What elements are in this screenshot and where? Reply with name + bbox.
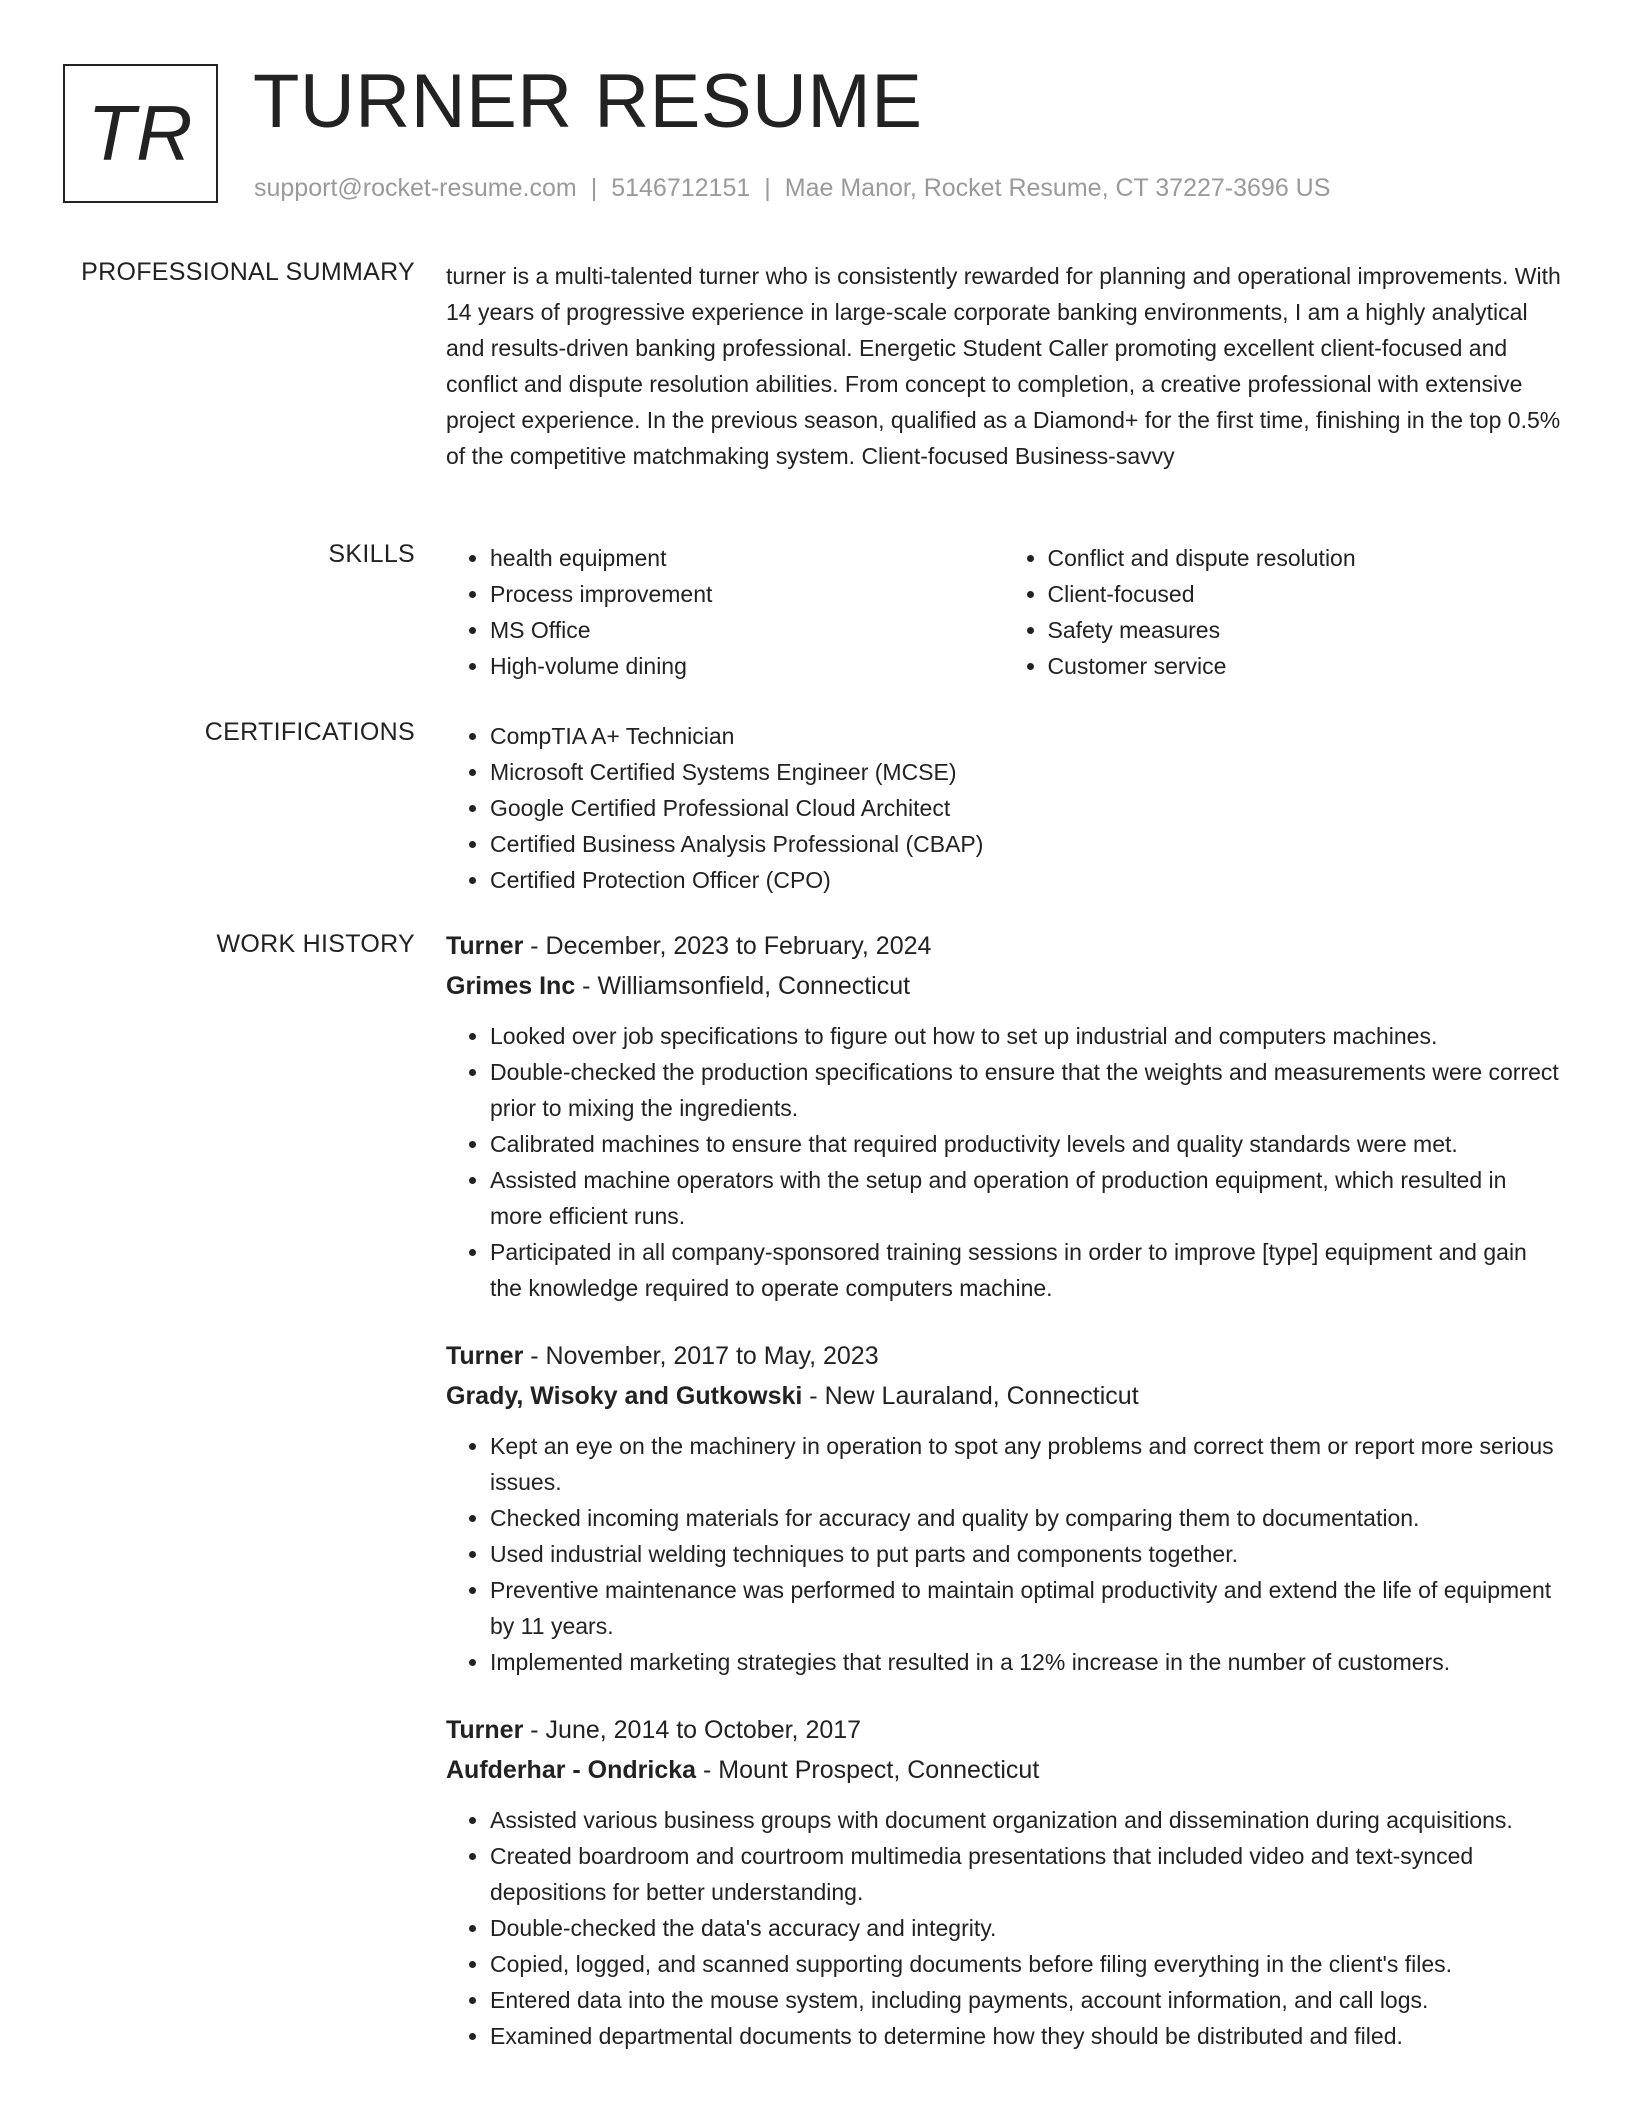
contact-address: Mae Manor, Rocket Resume, CT 37227-3696 US [784,174,1331,202]
skill-item: • health equipment [490,540,1004,576]
contact-separator: | [764,174,771,202]
job-bullet: • Copied, logged, and scanned supporting documents before filing everything in the client's files. [490,1946,1561,1982]
skills-list-right [1004,540,1562,684]
work-history-heading: WORK HISTORY [216,930,415,958]
job-bullets [446,1428,1561,1680]
job-bullet: • Implemented marketing strategies that resulted in a 12% increase in the number of customers. [490,1644,1561,1680]
job-bullets [446,1802,1561,2054]
job-location: - Williamsonfield, Connecticut [575,972,911,1000]
job-company-line [446,966,1561,1006]
job-entry [446,1710,1561,2054]
certification-item: • Google Certified Professional Cloud Architect [490,790,1561,826]
certification-item: • Certified Business Analysis Professional (CBAP) [490,826,1561,862]
contact-separator: | [590,174,598,202]
job-bullet: • Assisted machine operators with the setup and operation of production equipment, which resulted in more efficient runs. [490,1162,1561,1234]
job-title-line [446,926,1561,966]
job-bullet: • Double-checked the production specifications to ensure that the weights and measurements were correct prior to mixing the ingredients. [490,1054,1561,1126]
contact-phone: 5146712151 [611,174,751,202]
resume-name: TURNER RESUME [253,59,923,144]
job-title-line [446,1710,1561,1750]
skill-item: • Process improvement [490,576,1004,612]
job-bullet: • Created boardroom and courtroom multimedia presentations that included video and text-synced depositions for better understanding. [490,1838,1561,1910]
summary-body [446,258,1561,474]
certifications-list [446,718,1561,898]
job-bullet: • Entered data into the mouse system, including payments, account information, and call logs. [490,1982,1561,2018]
job-company: Aufderhar - Ondricka [446,1756,697,1784]
job-bullet: • Examined departmental documents to determine how they should be distributed and filed. [490,2018,1561,2054]
skills-columns [446,540,1561,684]
job-location: - New Lauraland, Connecticut [802,1382,1139,1410]
job-company-line [446,1376,1561,1416]
contact-line [254,174,1330,203]
certification-item: • Microsoft Certified Systems Engineer (MCSE) [490,754,1561,790]
job-bullet: • Preventive maintenance was performed to maintain optimal productivity and extend the life of equipment by 11 years. [490,1572,1561,1644]
job-title: Turner [446,1716,524,1744]
skills-list-left [446,540,1004,684]
job-bullet: • Checked incoming materials for accuracy and quality by comparing them to documentation. [490,1500,1561,1536]
certification-item: • CompTIA A+ Technician [490,718,1561,754]
job-bullet: • Assisted various business groups with document organization and dissemination during acquisitions. [490,1802,1561,1838]
job-bullet: • Double-checked the data's accuracy and integrity. [490,1910,1561,1946]
job-bullet: • Calibrated machines to ensure that required productivity levels and quality standards were met. [490,1126,1561,1162]
job-dates: - June, 2014 to October, 2017 [523,1716,862,1744]
certifications-body [446,718,1561,898]
skill-item: • Safety measures [1048,612,1562,648]
skill-item: • High-volume dining [490,648,1004,684]
job-dates: - December, 2023 to February, 2024 [523,932,932,960]
monogram-logo: TR [63,64,218,203]
job-bullet: • Used industrial welding techniques to put parts and components together. [490,1536,1561,1572]
skill-item: • Client-focused [1048,576,1562,612]
job-dates: - November, 2017 to May, 2023 [523,1342,879,1370]
certification-item: • Certified Protection Officer (CPO) [490,862,1561,898]
certifications-heading: CERTIFICATIONS [204,718,415,746]
skill-item: • Customer service [1048,648,1562,684]
job-location: - Mount Prospect, Connecticut [696,1756,1040,1784]
job-company-line [446,1750,1561,1790]
summary-text: turner is a multi-talented turner who is consistently rewarded for planning and operational improvements. With 14 years of progressive experience in large-scale corporate banking environments, I am a highly analytical and results-driven banking professional. Energetic Student Caller promoting excellent client-focused and conflict and dispute resolution abilities. From concept to completion, a creative professional with extensive project experience. In the previous season, qualified as a Diamond+ for the first time, finishing in the top 0.5% of the competitive matchmaking system. Client-focused Business-savvy [446,263,1561,469]
job-entry [446,1336,1561,1680]
job-title: Turner [446,932,524,960]
work-history-body [446,926,1561,2084]
job-entry [446,926,1561,1306]
job-bullet: • Participated in all company-sponsored training sessions in order to improve [type] equipment and gain the knowledge required to operate computers machine. [490,1234,1561,1306]
job-bullet: • Looked over job specifications to figure out how to set up industrial and computers machines. [490,1018,1561,1054]
job-company: Grady, Wisoky and Gutkowski [446,1382,803,1410]
contact-email: support@rocket-resume.com [254,174,577,202]
skills-heading: SKILLS [328,540,415,568]
job-company: Grimes Inc [446,972,576,1000]
job-title-line [446,1336,1561,1376]
job-bullet: • Kept an eye on the machinery in operation to spot any problems and correct them or report more serious issues. [490,1428,1561,1500]
skills-body [446,540,1561,684]
job-bullets [446,1018,1561,1306]
job-title: Turner [446,1342,524,1370]
skill-item: • MS Office [490,612,1004,648]
summary-heading: PROFESSIONAL SUMMARY [81,258,415,286]
skill-item: • Conflict and dispute resolution [1048,540,1562,576]
